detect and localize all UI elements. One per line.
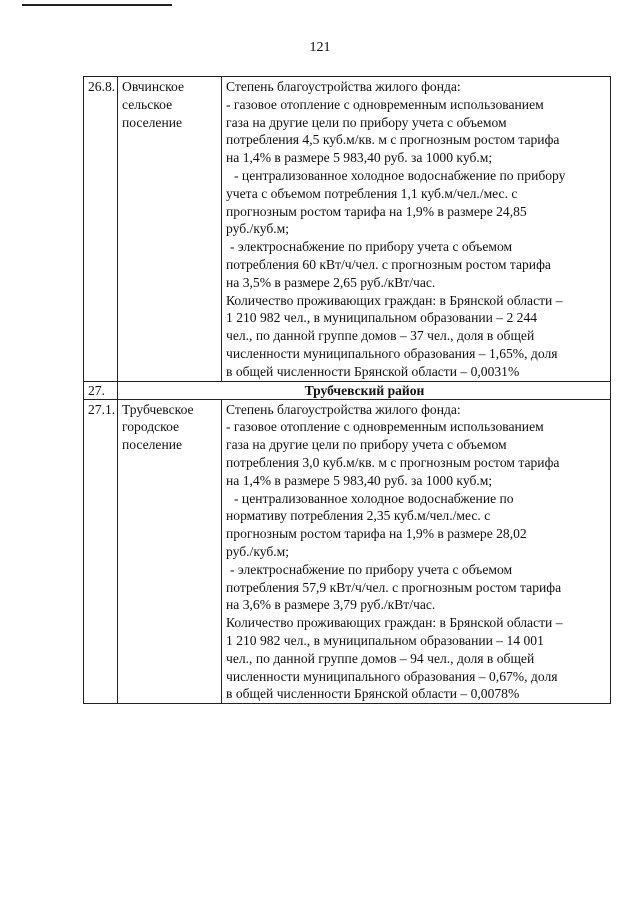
top-rule: [22, 4, 172, 6]
description-line: газа на другие цели по прибору учета с объемом: [226, 114, 507, 130]
description-line: - централизованное холодное водоснабжение по: [234, 490, 514, 506]
table-row: [84, 77, 611, 382]
description-line: в общей численности Брянской области – 0,0031%: [226, 363, 520, 379]
settlement-name-line: сельское: [122, 96, 173, 112]
row-number: 26.8.: [84, 77, 118, 382]
description-line: на 1,4% в размере 5 983,40 руб. за 1000 куб.м;: [226, 472, 493, 488]
description-line: 1 210 982 чел., в муниципальном образовании – 14 001: [226, 632, 544, 648]
description-line: на 3,6% в размере 3,79 руб./кВт/час.: [226, 597, 436, 613]
description-line: прогнозным ростом тарифа на 1,9% в размере 28,02: [226, 526, 527, 542]
description-line: - газовое отопление с одновременным использованием: [226, 96, 544, 112]
description-line: руб./куб.м;: [226, 543, 290, 559]
description-line: потребления 4,5 куб.м/кв. м с прогнозным ростом тарифа: [226, 132, 560, 148]
description-line: потребления 3,0 куб.м/кв. м с прогнозным ростом тарифа: [226, 454, 560, 470]
settlement-name-line: городское: [122, 419, 180, 435]
description-line: потребления 57,9 кВт/ч/чел. с прогнозным ростом тарифа: [226, 579, 562, 595]
description-line: чел., по данной группе домов – 37 чел., доля в общей: [226, 328, 535, 344]
description-line: Степень благоустройства жилого фонда:: [226, 401, 461, 417]
description-line: руб./куб.м;: [226, 221, 290, 237]
description-line: на 3,5% в размере 2,65 руб./кВт/час.: [226, 274, 436, 290]
settlement-name-line: поселение: [122, 437, 183, 453]
description-line: прогнозным ростом тарифа на 1,9% в размере 24,85: [226, 203, 527, 219]
table-body: [84, 77, 611, 704]
description-line: нормативу потребления 2,35 куб.м/чел./мес. с: [226, 508, 491, 524]
description-line: в общей численности Брянской области – 0,0078%: [226, 686, 520, 702]
description-line: 1 210 982 чел., в муниципальном образовании – 2 244: [226, 310, 538, 326]
description-line: Количество проживающих граждан: в Брянской области –: [226, 292, 563, 308]
housing-description: [222, 77, 611, 382]
housing-description: [222, 399, 611, 704]
description-line: Количество проживающих граждан: в Брянской области –: [226, 615, 563, 631]
row-number: 27.1.: [84, 399, 118, 704]
page-number: 121: [309, 40, 331, 55]
description-line: учета с объемом потребления 1,1 куб.м/чел./мес. с: [226, 185, 518, 201]
description-line: газа на другие цели по прибору учета с объемом: [226, 437, 507, 453]
description-line: - электроснабжение по прибору учета с объемом: [230, 239, 513, 255]
table-row: [84, 399, 611, 704]
description-line: потребления 60 кВт/ч/чел. с прогнозным ростом тарифа: [226, 256, 551, 272]
settlement-name: [118, 77, 222, 382]
description-line: численности муниципального образования – 0,67%, доля: [226, 668, 558, 684]
description-line: численности муниципального образования – 1,65%, доля: [226, 345, 558, 361]
description-line: на 1,4% в размере 5 983,40 руб. за 1000 куб.м;: [226, 150, 493, 166]
settlement-name-line: Трубчевское: [122, 401, 194, 417]
district-row: [84, 381, 611, 399]
description-line: чел., по данной группе домов – 94 чел., доля в общей: [226, 650, 535, 666]
settlement-name-line: поселение: [122, 114, 183, 130]
row-number: 27.: [84, 381, 118, 399]
description-line: - электроснабжение по прибору учета с объемом: [230, 561, 513, 577]
housing-table: [83, 76, 611, 704]
description-line: - газовое отопление с одновременным использованием: [226, 419, 544, 435]
settlement-name-line: Овчинское: [122, 79, 185, 94]
description-line: Степень благоустройства жилого фонда:: [226, 79, 461, 94]
district-title: Трубчевский район: [118, 381, 611, 399]
settlement-name: [118, 399, 222, 704]
description-line: - централизованное холодное водоснабжение по прибору: [234, 167, 566, 183]
